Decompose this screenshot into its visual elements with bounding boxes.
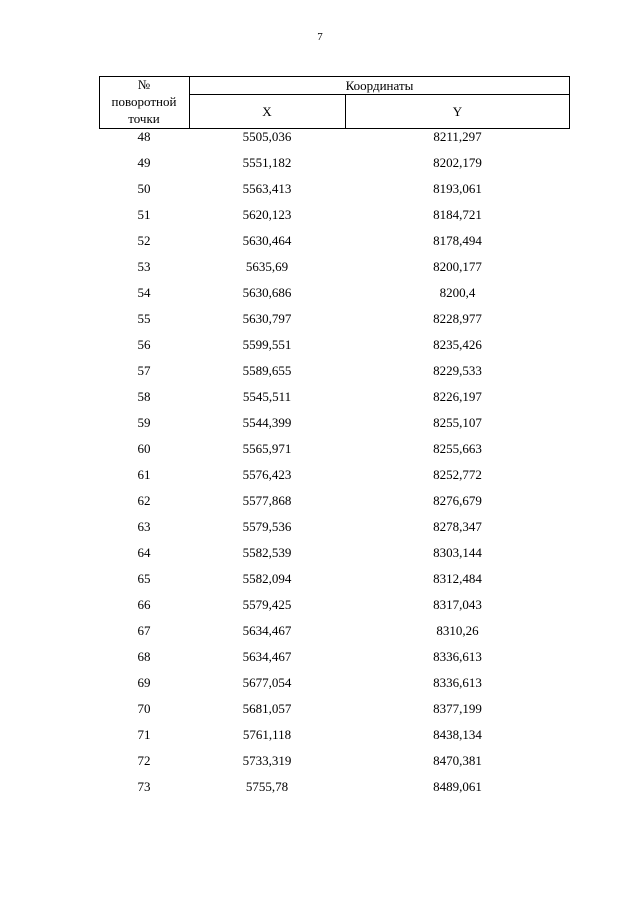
x-coordinate-cell: 5582,539	[242, 545, 292, 560]
table-row	[99, 414, 570, 440]
y-coordinate-cell: 8310,26	[436, 623, 479, 638]
x-coordinate-cell: 5576,423	[242, 467, 292, 482]
y-coordinate-cell: 8226,197	[433, 389, 482, 404]
x-coordinate-cell: 5620,123	[242, 207, 292, 222]
x-coordinate-cell: 5563,413	[242, 181, 292, 196]
table-row	[99, 206, 570, 232]
point-number-cell: 60	[137, 441, 151, 456]
x-coordinate-cell: 5565,971	[242, 441, 292, 456]
y-coordinate-cell: 8255,663	[433, 441, 482, 456]
table-row	[99, 232, 570, 258]
x-coordinate-cell: 5599,551	[242, 337, 292, 352]
x-coordinate-cell: 5634,467	[242, 649, 292, 664]
x-coordinate-cell: 5579,425	[242, 597, 292, 612]
point-number-cell: 73	[137, 779, 151, 794]
x-coordinate-cell: 5761,118	[242, 727, 292, 742]
point-number-cell: 53	[137, 259, 151, 274]
point-number-cell: 59	[137, 415, 151, 430]
table-row	[99, 778, 570, 804]
x-coordinate-cell: 5505,036	[242, 129, 292, 144]
header-point-no-word2: точки	[128, 111, 160, 126]
table-row	[99, 154, 570, 180]
y-coordinate-cell: 8252,772	[433, 467, 482, 482]
header-top-border	[99, 76, 570, 77]
point-number-cell: 64	[137, 545, 151, 560]
point-number-cell: 69	[137, 675, 151, 690]
table-row	[99, 180, 570, 206]
header-coordinates: Координаты	[345, 78, 414, 93]
y-coordinate-cell: 8312,484	[433, 571, 482, 586]
table-row	[99, 466, 570, 492]
point-number-cell: 49	[137, 155, 151, 170]
point-number-cell: 58	[137, 389, 151, 404]
point-number-cell: 48	[137, 129, 151, 144]
x-coordinate-cell: 5677,054	[242, 675, 292, 690]
table-row	[99, 674, 570, 700]
y-coordinate-cell: 8193,061	[433, 181, 482, 196]
header-y: Y	[452, 104, 463, 119]
point-number-cell: 51	[137, 207, 151, 222]
point-number-cell: 52	[137, 233, 151, 248]
point-number-cell: 62	[137, 493, 151, 508]
x-coordinate-cell: 5630,797	[242, 311, 292, 326]
x-coordinate-cell: 5545,511	[242, 389, 292, 404]
table-row	[99, 726, 570, 752]
y-coordinate-cell: 8276,679	[433, 493, 482, 508]
table-row	[99, 258, 570, 284]
table-row	[99, 362, 570, 388]
x-coordinate-cell: 5551,182	[242, 155, 292, 170]
table-row	[99, 128, 570, 154]
table-row	[99, 388, 570, 414]
x-coordinate-cell: 5755,78	[245, 779, 289, 794]
y-coordinate-cell: 8255,107	[433, 415, 482, 430]
header-point-no-symbol: №	[137, 77, 151, 92]
table-header	[99, 76, 570, 129]
x-coordinate-cell: 5634,467	[242, 623, 292, 638]
point-number-cell: 65	[137, 571, 151, 586]
point-number-cell: 68	[137, 649, 151, 664]
x-coordinate-cell: 5582,094	[242, 571, 292, 586]
table-row	[99, 700, 570, 726]
x-coordinate-cell: 5681,057	[242, 701, 292, 716]
y-coordinate-cell: 8202,179	[433, 155, 482, 170]
x-coordinate-cell: 5733,319	[242, 753, 292, 768]
point-number-cell: 55	[137, 311, 151, 326]
header-x: X	[262, 104, 272, 119]
point-number-cell: 66	[137, 597, 151, 612]
y-coordinate-cell: 8438,134	[433, 727, 482, 742]
y-coordinate-cell: 8200,4	[439, 285, 476, 300]
page-number: 7	[317, 31, 323, 43]
table-body	[99, 128, 570, 804]
y-coordinate-cell: 8229,533	[433, 363, 482, 378]
x-coordinate-cell: 5544,399	[242, 415, 292, 430]
table-row	[99, 310, 570, 336]
y-coordinate-cell: 8278,347	[433, 519, 482, 534]
table-row	[99, 492, 570, 518]
x-coordinate-cell: 5579,536	[242, 519, 292, 534]
y-coordinate-cell: 8184,721	[433, 207, 482, 222]
table-row	[99, 284, 570, 310]
point-number-cell: 56	[137, 337, 151, 352]
table-row	[99, 336, 570, 362]
header-point-no-word1: поворотной	[111, 94, 177, 109]
x-coordinate-cell: 5630,464	[242, 233, 292, 248]
point-number-cell: 63	[137, 519, 151, 534]
table-row	[99, 596, 570, 622]
y-coordinate-cell: 8303,144	[433, 545, 482, 560]
point-number-cell: 72	[137, 753, 151, 768]
y-coordinate-cell: 8235,426	[433, 337, 482, 352]
y-coordinate-cell: 8336,613	[433, 649, 482, 664]
point-number-cell: 54	[137, 285, 151, 300]
y-coordinate-cell: 8470,381	[433, 753, 482, 768]
y-coordinate-cell: 8211,297	[433, 129, 482, 144]
point-number-cell: 57	[137, 363, 151, 378]
y-coordinate-cell: 8317,043	[433, 597, 482, 612]
table-row	[99, 752, 570, 778]
table-row	[99, 622, 570, 648]
y-coordinate-cell: 8489,061	[433, 779, 482, 794]
point-number-cell: 50	[137, 181, 151, 196]
point-number-cell: 70	[137, 701, 151, 716]
table-row	[99, 440, 570, 466]
table-row	[99, 648, 570, 674]
y-coordinate-cell: 8200,177	[433, 259, 482, 274]
x-coordinate-cell: 5577,868	[242, 493, 292, 508]
point-number-cell: 71	[137, 727, 151, 742]
point-number-cell: 67	[137, 623, 151, 638]
y-coordinate-cell: 8336,613	[433, 675, 482, 690]
y-coordinate-cell: 8228,977	[433, 311, 482, 326]
point-number-cell: 61	[137, 467, 151, 482]
x-coordinate-cell: 5635,69	[245, 259, 289, 274]
y-coordinate-cell: 8178,494	[433, 233, 482, 248]
header-divider-coords-xy	[189, 94, 570, 95]
x-coordinate-cell: 5630,686	[242, 285, 292, 300]
table-row	[99, 544, 570, 570]
x-coordinate-cell: 5589,655	[242, 363, 292, 378]
table-row	[99, 518, 570, 544]
y-coordinate-cell: 8377,199	[433, 701, 482, 716]
table-row	[99, 570, 570, 596]
